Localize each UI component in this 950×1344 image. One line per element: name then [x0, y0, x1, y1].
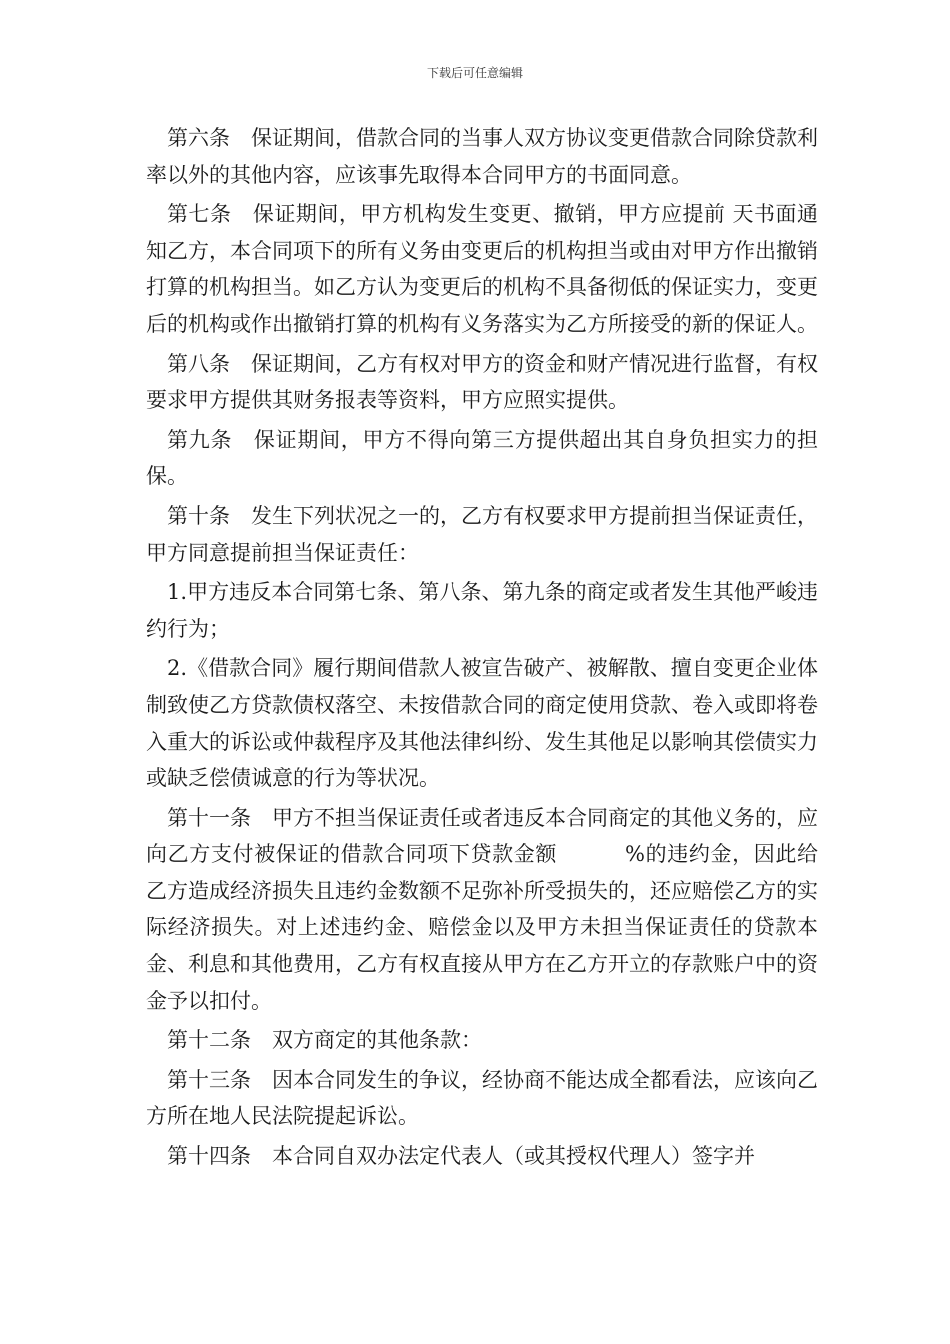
article-12: 第十二条 双方商定的其他条款：: [167, 1028, 482, 1053]
article-13: 第十三条 因本合同发生的争议，经协商不能达成全都看法，应该向乙方所在地人民法院提起诉讼。: [146, 1067, 818, 1129]
article-6: 第六条 保证期间，借款合同的当事人双方协议变更借款合同除贷款利率以外的其他内容，应该事先取得本合同甲方的书面同意。: [146, 126, 818, 187]
article-11-text-after-blank: %的违约金，因此给乙方造成经济损失且违约金数额不足弥补所受损失的，还应赔偿乙方的实际经济损失。对上述违约金、赔偿金以及甲方未担当保证责任的贷款本金、利息和其他费用，乙方有权直接从甲方在乙方开立的存款账户中的资金予以扣付。: [146, 842, 818, 1013]
article-10-item-1: 1.甲方违反本合同第七条、第八条、第九条的商定或者发生其他严峻违约行为；: [146, 580, 818, 641]
article-10: 第十条 发生下列状况之一的，乙方有权要求甲方提前担当保证责任，甲方同意提前担当保证责任：: [146, 503, 818, 565]
article-10-item-2: 2.《借款合同》履行期间借款人被宣告破产、被解散、擅自变更企业体制致使乙方贷款债权落空、未按借款合同的商定使用贷款、卷入或即将卷入重大的诉讼或仲裁程序及其他法律纠纷、发生其他足以影响其偿债实力或缺乏偿债诚意的行为等状况。: [146, 656, 818, 791]
page-header: 下载后可任意编辑: [426, 66, 523, 80]
article-14: 第十四条 本合同自双办法定代表人（或其授权代理人）签字并: [167, 1144, 755, 1169]
article-11: [146, 800, 818, 1020]
contract-body: [146, 120, 818, 1178]
article-9: 第九条 保证期间，甲方不得向第三方提供超出其自身负担实力的担保。: [146, 427, 818, 489]
article-7: 第七条 保证期间，甲方机构发生变更、撤销，甲方应提前 天书面通知乙方，本合同项下的所有义务由变更后的机构担当或由对甲方作出撤销打算的机构担当。如乙方认为变更后的机构不具备彻低的保证实力，变更后的机构或作出撤销打算的机构有义务落实为乙方所接受的新的保证人。: [146, 202, 818, 336]
article-8: 第八条 保证期间，乙方有权对甲方的资金和财产情况进行监督，有权要求甲方提供其财务报表等资料，甲方应照实提供。: [146, 351, 818, 413]
article-11-text-before-blank: 第十一条 甲方不担当保证责任或者违反本合同商定的其他义务的，应向乙方支付被保证的借款合同项下贷款金额: [146, 805, 818, 867]
